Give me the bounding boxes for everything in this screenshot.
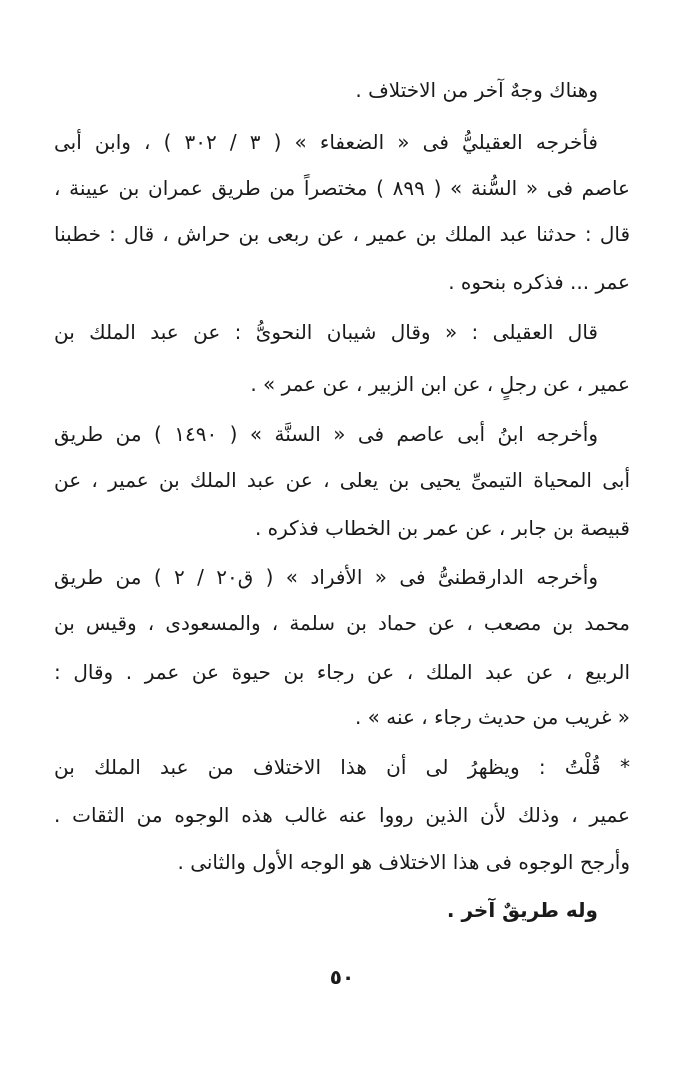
text-line-16: عمير ، وذلك لأن الذين رووا عنه غالب هذه الوجوه من الثقات . <box>54 803 630 827</box>
text-line-5: عمر ... فذكره بنحوه . <box>448 270 630 294</box>
text-line-17: وأرجح الوجوه فى هذا الاختلاف هو الوجه الأول والثانى . <box>177 850 630 874</box>
text-line-2: فأخرجه العقيليُّ فى « الضعفاء » ( ٣ / ٣٠٢ ) ، وابن أبى <box>54 130 598 154</box>
text-line-11: وأخرجه الدارقطنىُّ فى « الأفراد » ( ق٢٠ / ٢ ) من طريق <box>54 565 599 589</box>
text-line-8: وأخرجه ابنُ أبى عاصم فى « السنَّة » ( ١٤٩٠ ) من طريق <box>54 422 598 446</box>
text-line-6: قال العقيلى : « وقال شيبان النحوىُّ : عن عبد الملك بن <box>54 320 598 344</box>
text-line-4: قال : حدثنا عبد الملك بن عمير ، عن ربعى بن حراش ، قال : خطبنا <box>54 222 630 246</box>
text-line-1: وهناك وجهٌ آخر من الاختلاف . <box>355 78 598 102</box>
text-line-10: قبيصة بن جابر ، عن عمر بن الخطاب فذكره . <box>254 516 630 540</box>
text-line-18: وله طريقٌ آخر . <box>446 898 598 922</box>
text-line-3: عاصم فى « السُّنة » ( ٨٩٩ ) مختصراً من طريق عمران بن عيينة ، <box>54 176 630 200</box>
text-line-12: محمد بن مصعب ، عن حماد بن سلمة ، والمسعودى ، وقيس بن <box>54 611 630 635</box>
page-number: ٥٠ <box>329 965 355 989</box>
text-line-14: « غريب من حديث رجاء ، عنه » . <box>354 705 630 729</box>
text-line-13: الربيع ، عن عبد الملك ، عن رجاء بن حيوة عن عمر . وقال : <box>54 660 630 684</box>
text-line-15: * قُلْتُ : ويظهرُ لى أن هذا الاختلاف من عبد الملك بن <box>54 755 630 779</box>
text-line-7: عمير ، عن رجلٍ ، عن ابن الزبير ، عن عمر » . <box>250 372 630 396</box>
text-line-9: أبى المحياة التيمىِّ يحيى بن يعلى ، عن عبد الملك بن عمير ، عن <box>54 468 630 492</box>
